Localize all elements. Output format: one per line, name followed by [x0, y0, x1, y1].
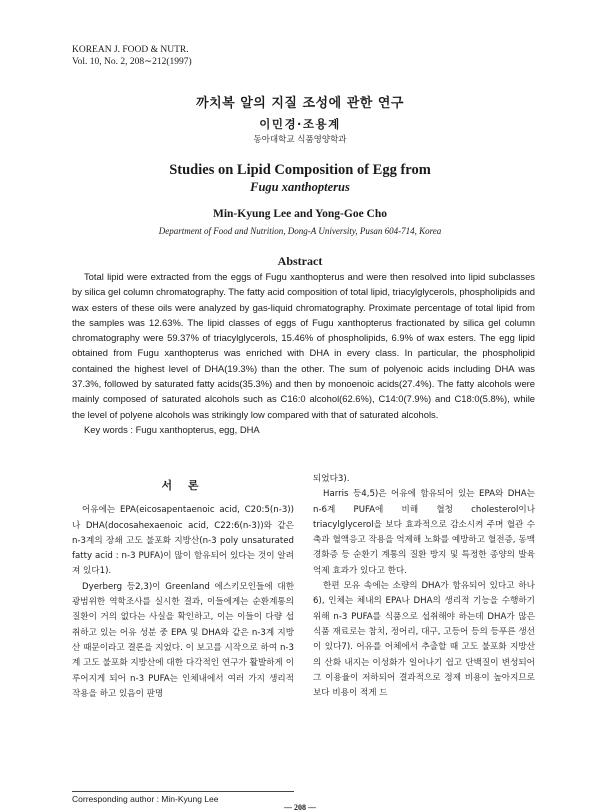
- abstract-body: [72, 269, 535, 437]
- journal-volume: Vol. 10, No. 2, 208∼212(1997): [72, 57, 192, 67]
- paragraph: 어유에는 EPA(eicosapentaenoic acid, C20:5(n-3))나 DHA(docosahexaenoic acid, C22:6(n-3))와 같은 n-3계의 장쇄 고도 불포화 지방산(n-3 poly unsaturated fatty acid : n-3 PUFA)이 많이 함유되어 있다는 것이 알려져 있다1).: [72, 505, 294, 577]
- english-authors: Min-Kyung Lee and Yong-Goe Cho: [212, 208, 387, 220]
- page-number: — 208 —: [284, 803, 316, 812]
- english-title-species: Fugu xanthopterus: [250, 180, 350, 194]
- paragraph: 한편 모유 속에는 소량의 DHA가 함유되어 있다고 하나6), 인체는 체내의 EPA나 DHA의 생리적 기능을 수행하기 위해 n-3 PUFA를 식품으로 섭취해야 하는데 DHA가 많은 식품 재료로는 참치, 정어리, 대구, 고등어 등의 등푸른 생선이 있다7). 어유를 어체에서 추출할 때 고도 불포화 지방산의 산화 내지는 이성화가 일어나기 쉽고 단백질이 변성되어 그 이용율이 저하되어 결과적으로 정제 비용이 높아지므로 보다 비용이 적게 드: [313, 581, 535, 699]
- korean-title: 까치복 알의 지질 조성에 관한 연구: [196, 96, 404, 111]
- journal-reference: [72, 44, 192, 68]
- english-title: Studies on Lipid Composition of Egg from: [169, 162, 431, 178]
- left-column: [72, 478, 294, 702]
- korean-affiliation: 동아대학교 식품영양학과: [253, 135, 347, 145]
- abstract-text: Total lipid were extracted from the eggs of Fugu xanthopterus and were then resolved into lipid subclasses by silica gel column chromatography. The fatty acid composition of total lipid, triacylglycerols, phospholipids and wax esters of these oils were analyzed by gas-liquid chromatography. Proximate percentage of total lipid from the samples was 12.63%. The lipid classes of eggs of Fugu xanthopterus fractionated by silica gel column chromatography were 59.37% of triacylglycerols, 15.46% of phospholipids, 6.9% of wax esters. The egg lipid obtained from Fugu xanthopterus was enriched with DHA in every class. In particular, the phospholipid contained the highest level of DHA(19.3%) than the other. The sum of polyenoic acids including DHA was 37.3%, followed by saturated fatty acids(35.3%) and then by monoenoic acids(27.4%). The fatty alcohols were mainly composed of saturated alcohols such as C16:0 alcohol(62.6%), C14:0(7.9%) and C18:0(5.8%), while the level of polyene alcohols was strikingly low compared with that of saturated alcohols.: [72, 271, 535, 420]
- right-column: [313, 472, 535, 701]
- keywords: Key words : Fugu xanthopterus, egg, DHA: [84, 423, 260, 435]
- abstract-heading: Abstract: [277, 254, 323, 268]
- paragraph: Dyerberg 등2,3)이 Greenland 에스키모인들에 대한 광범위한 역학조사를 실시한 결과, 이들에게는 순환계통의 질환이 거의 없다는 사실을 확인하고, 이는 이들이 다량 섭취하고 있는 어유 성분 중 EPA 및 DHA와 같은 n-3계 지방산 때문이라고 결론을 지었다. 이 보고를 시작으로 하여 n-3계 고도 불포화 지방산에 대한 다각적인 연구가 활발하게 이루어지게 되어 n-3 PUFA는 인체내에서 여러 가지 생리적 작용을 하고 있음이 판명: [72, 581, 294, 699]
- corresponding-author-footnote: Corresponding author : Min-Kyung Lee: [72, 794, 219, 804]
- journal-name: KOREAN J. FOOD & NUTR.: [72, 45, 189, 55]
- english-affiliation: Department of Food and Nutrition, Dong-A University, Pusan 604-714, Korea: [158, 226, 442, 236]
- paragraph-continued: 되었다3).: [313, 474, 350, 484]
- footnote-divider: [72, 791, 294, 792]
- paragraph: Harris 등4,5)은 어유에 함유되어 있는 EPA와 DHA는 n-6계 PUFA에 비해 혈청 cholesterol이나 triacylglycerol을 보다 효과적으로 감소시켜 주며 혈관 수축과 혈액응고 작용을 억제해 노화를 예방하고 혈전증, 동맥경화증 등 순환기 계통의 질환 방지 및 특정한 종양의 발육 억제 효과가 있다고 한다.: [313, 489, 535, 576]
- korean-authors: 이민경·조용계: [259, 117, 341, 131]
- section-heading-introduction: 서 론: [161, 479, 205, 492]
